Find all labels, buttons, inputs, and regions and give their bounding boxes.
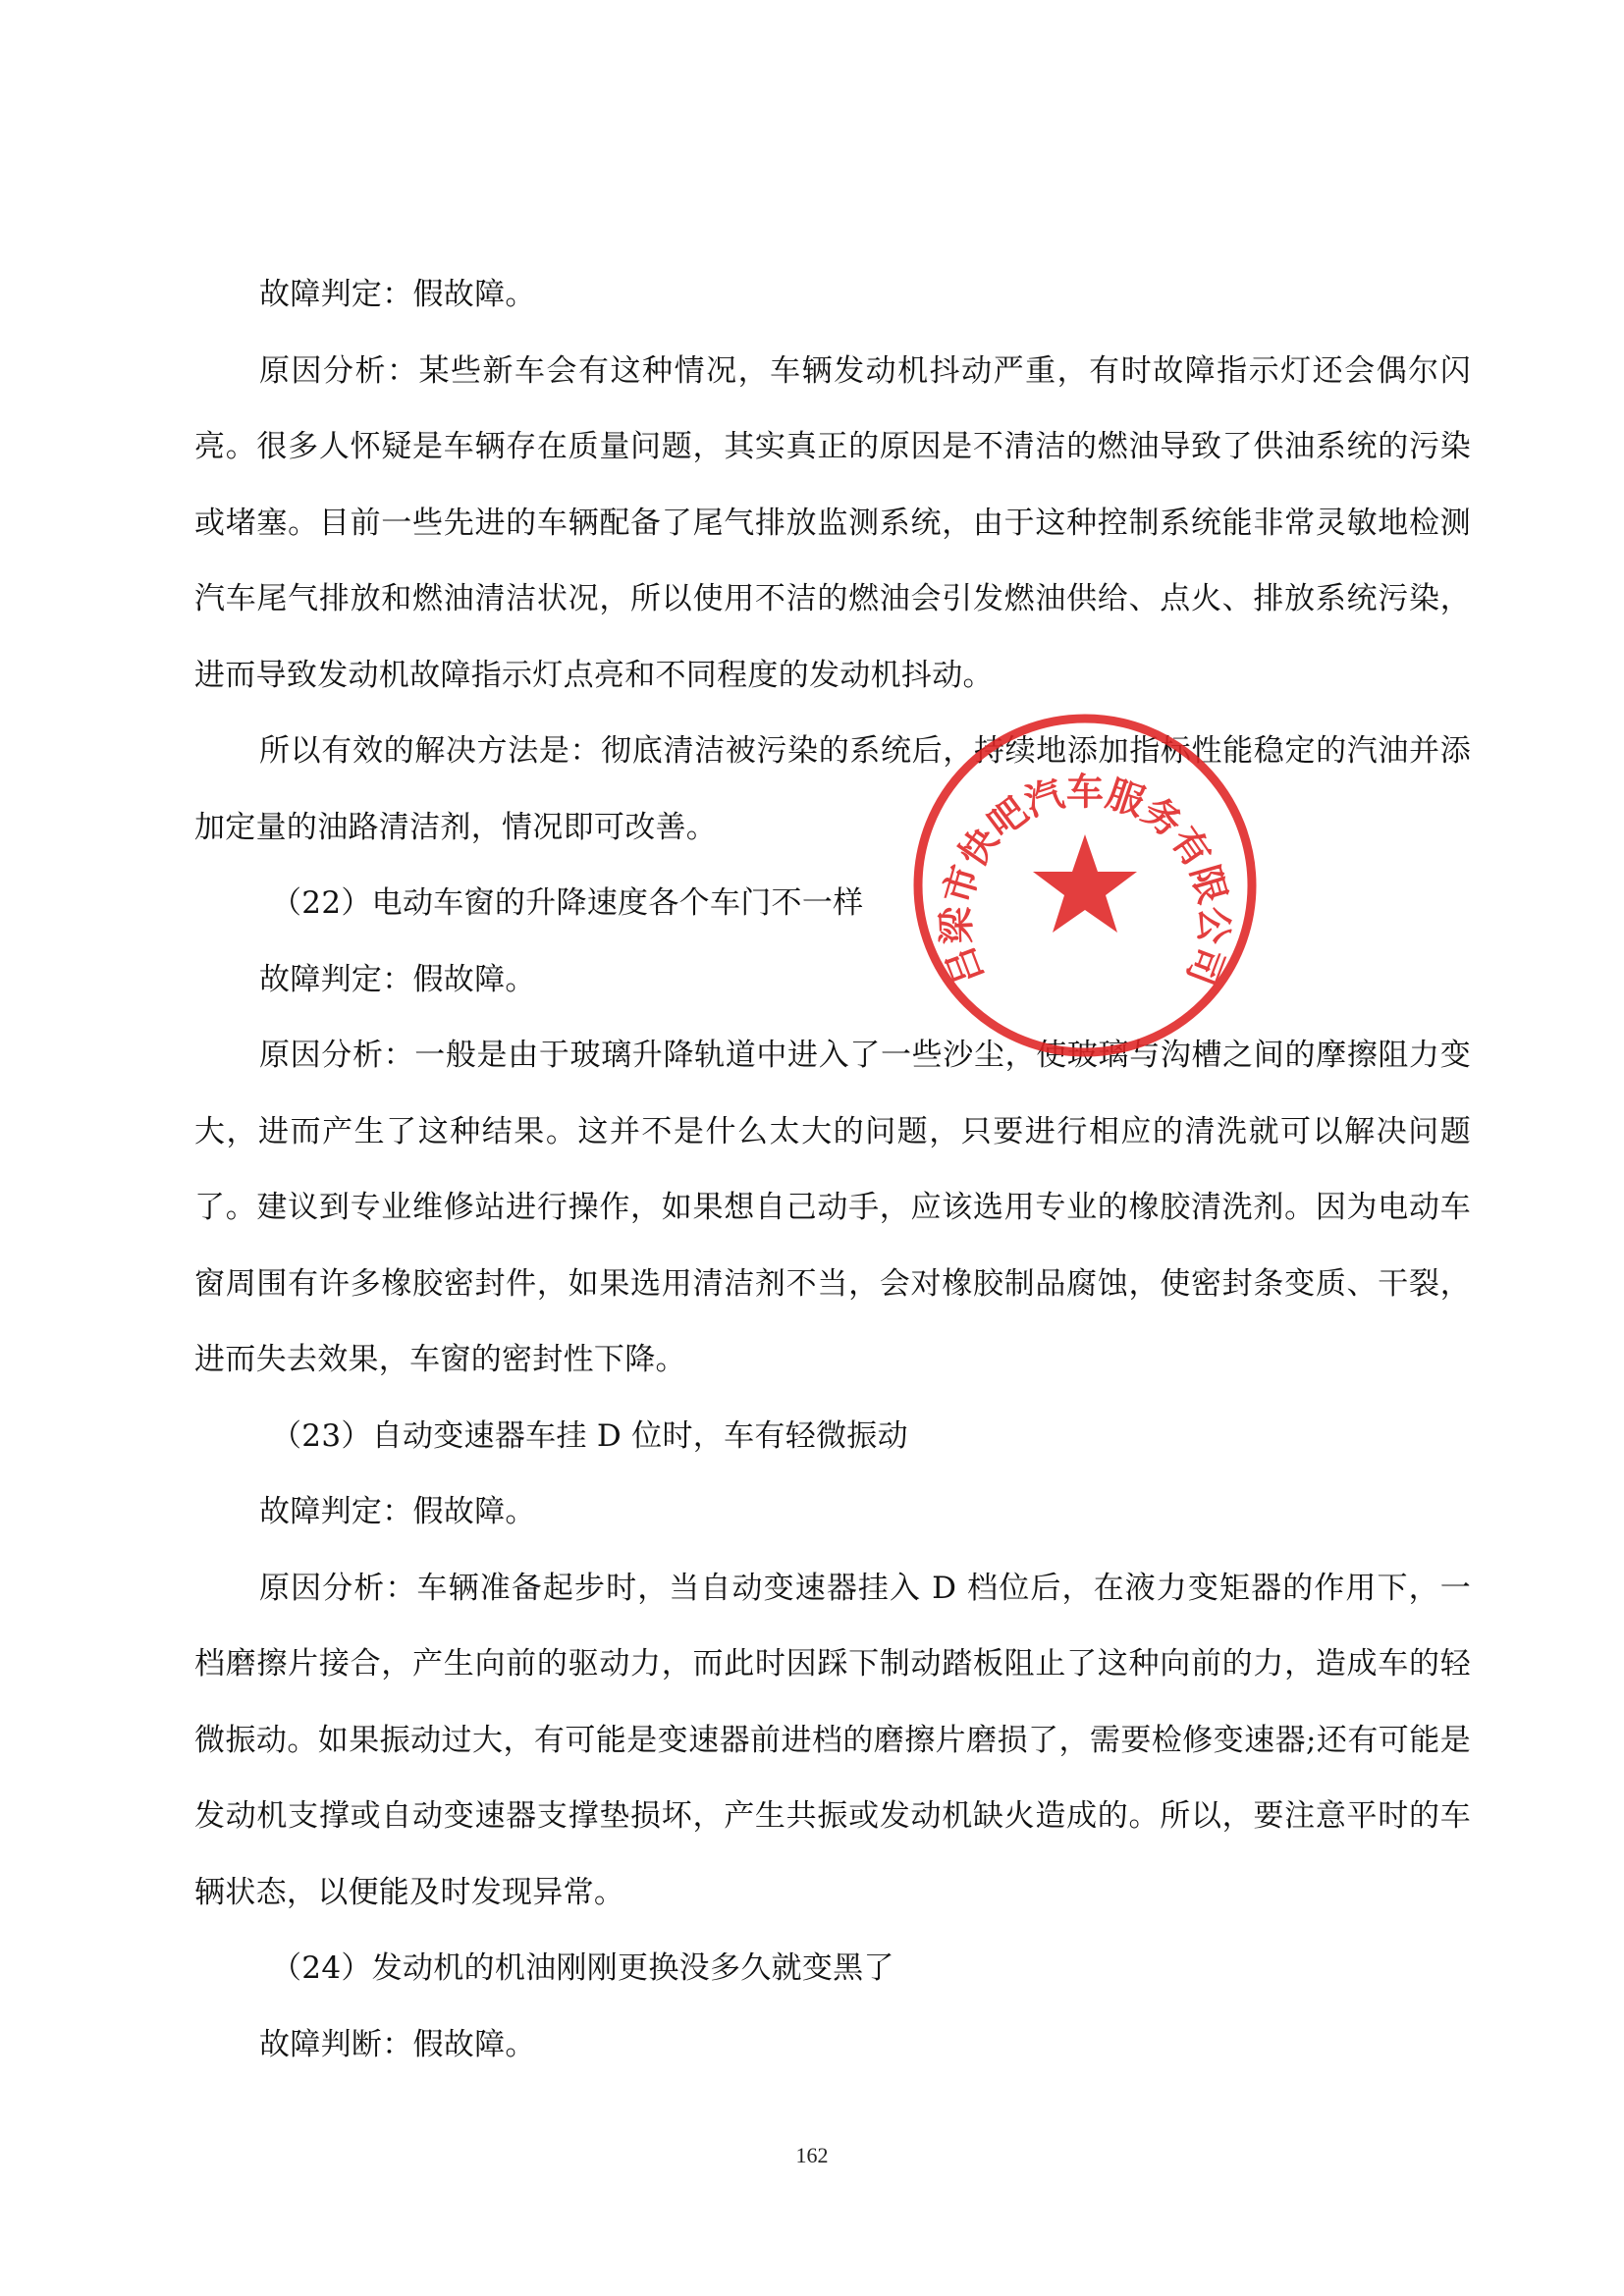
paragraph: 原因分析：车辆准备起步时，当自动变速器挂入 D 档位后，在液力变矩器的作用下，一档磨擦片接合，产生向前的驱动力，而此时因踩下制动踏板阻止了这种向前的力，造成车的轻微振动。如果振动过大，有可能是变速器前进档的磨擦片磨损了，需要检修变速器;还有可能是发动机支撑或自动变速器支撑垫损坏，产生共振或发动机缺火造成的。所以，要注意平时的车辆状态，以便能及时发现异常。 — [194, 1570, 1471, 1910]
paragraph: 故障判定：假故障。 — [259, 277, 536, 312]
section-heading: （24）发动机的机油刚刚更换没多久就变黑了 — [271, 1950, 894, 1986]
company-seal — [908, 709, 1262, 1062]
paragraph: 所以有效的解决方法是：彻底清洁被污染的系统后，持续地添加指标性能稳定的汽油并添加定量的油路清洁剂，情况即可改善。 — [194, 733, 1471, 845]
paragraph: 原因分析：某些新车会有这种情况，车辆发动机抖动严重，有时故障指示灯还会偶尔闪亮。很多人怀疑是车辆存在质量问题，其实真正的原因是不清洁的燃油导致了供油系统的污染或堵塞。目前一些先进的车辆配备了尾气排放监测系统，由于这种控制系统能非常灵敏地检测汽车尾气排放和燃油清洁状况，所以使用不洁的燃油会引发燃油供给、点火、排放系统污染，进而导致发动机故障指示灯点亮和不同程度的发动机抖动。 — [194, 352, 1471, 693]
paragraph: 原因分析：一般是由于玻璃升降轨道中进入了一些沙尘，使玻璃与沟槽之间的摩擦阻力变大，进而产生了这种结果。这并不是什么太大的问题，只要进行相应的清洗就可以解决问题了。建议到专业维修站进行操作，如果想自己动手，应该选用专业的橡胶清洗剂。因为电动车窗周围有许多橡胶密封件，如果选用清洁剂不当，会对橡胶制品腐蚀，使密封条变质、干裂，进而失去效果，车窗的密封性下降。 — [194, 1038, 1471, 1377]
paragraph: 故障判断：假故障。 — [259, 2026, 536, 2062]
paragraph: 故障判定：假故障。 — [259, 1494, 536, 1529]
section-heading: （23）自动变速器车挂 D 位时，车有轻微振动 — [271, 1417, 908, 1454]
paragraph: 故障判定：假故障。 — [259, 961, 536, 997]
page-number: 162 — [795, 2143, 829, 2167]
seal-star-icon — [1033, 834, 1137, 933]
seal-text: 吕梁市快吧汽车服务有限公司 — [934, 770, 1236, 991]
document-body — [194, 257, 1471, 2083]
section-heading: （22）电动车窗的升降速度各个车门不一样 — [271, 885, 864, 921]
